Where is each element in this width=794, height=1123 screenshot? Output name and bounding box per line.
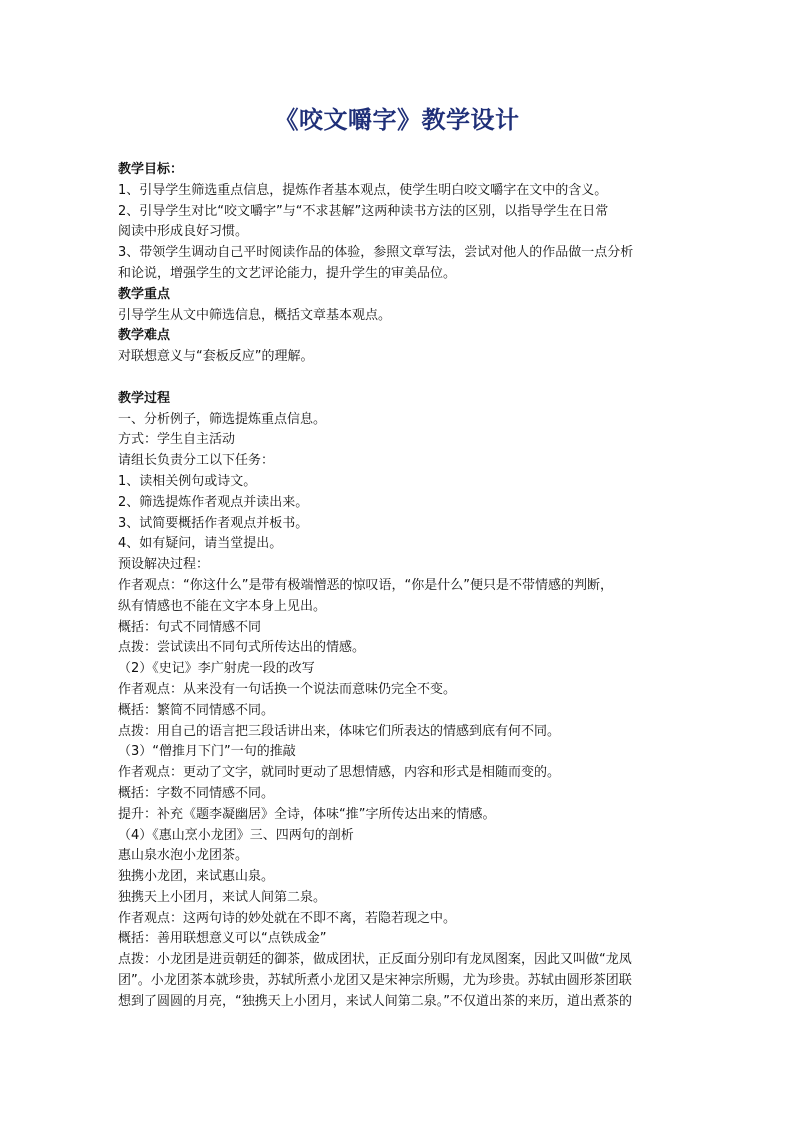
process-line: 4、如有疑问，请当堂提出。 <box>118 536 283 552</box>
process-line: 请组长负责分工以下任务： <box>118 453 275 469</box>
process-line: 预设解决过程： <box>118 557 210 573</box>
process-heading: 教学过程 <box>118 390 171 406</box>
difficulty-heading: 教学难点 <box>118 328 171 344</box>
process-line: 1、读相关例句或诗文。 <box>118 473 257 489</box>
process-line: 概括：句式不同情感不同 <box>118 619 262 635</box>
process-line: 概括：繁简不同情感不同。 <box>118 702 275 718</box>
process-line: 独携天上小团月，来试人间第二泉。 <box>118 889 327 905</box>
goal-line: 和论说，增强学生的文艺评论能力，提升学生的审美品位。 <box>118 265 457 281</box>
process-line: 团”。小龙团茶本就珍贵，苏轼所煮小龙团又是宋神宗所赐，尤为珍贵。苏轼由圆形茶团联 <box>118 973 632 989</box>
process-line: （3）“僧推月下门”一句的推敲 <box>118 744 296 760</box>
process-line: 点拨：尝试读出不同句式所传达出的情感。 <box>118 640 366 656</box>
process-line: 概括：善用联想意义可以“点铁成金” <box>118 931 327 947</box>
process-line: 提升：补充《题李凝幽居》全诗，体味“推”字所传达出来的情感。 <box>118 806 496 822</box>
goal-line: 2、引导学生对比“咬文嚼字”与“不求甚解”这两种读书方法的区别，以指导学生在日常 <box>118 203 609 219</box>
process-line: 一、分析例子，筛选提炼重点信息。 <box>118 411 327 427</box>
document-body <box>118 160 678 1013</box>
blank-line <box>118 368 678 389</box>
process-line: 2、筛选提炼作者观点并读出来。 <box>118 494 309 510</box>
process-line: 作者观点：“你这什么”是带有极端憎恶的惊叹语，“你是什么”便只是不带情感的判断， <box>118 577 613 593</box>
process-line: 想到了圆圆的月亮，“独携天上小团月，来试人间第二泉。”不仅道出茶的来历，道出煮茶的 <box>118 993 632 1009</box>
goal-line: 阅读中形成良好习惯。 <box>118 224 249 240</box>
process-line: （2）《史记》李广射虎一段的改写 <box>118 661 315 677</box>
process-line: 作者观点：从来没有一句话换一个说法而意味仍完全不变。 <box>118 681 457 697</box>
process-line: 点拨：小龙团是进贡朝廷的御茶，做成团状，正反面分别印有龙凤图案，因此又叫做“龙凤 <box>118 952 632 968</box>
process-line: 作者观点：更动了文字，就同时更动了思想情感，内容和形式是相随而变的。 <box>118 765 561 781</box>
goal-line: 3、带领学生调动自己平时阅读作品的体验，参照文章写法，尝试对他人的作品做一点分析 <box>118 245 634 261</box>
process-line: 3、试简要概括作者观点并板书。 <box>118 515 309 531</box>
process-line: （4）《惠山烹小龙团》三、四两句的剖析 <box>118 827 354 843</box>
process-line: 点拨：用自己的语言把三段话讲出来，体味它们所表达的情感到底有何不同。 <box>118 723 561 739</box>
goal-line: 1、引导学生筛选重点信息，提炼作者基本观点，使学生明白咬文嚼字在文中的含义。 <box>118 182 608 198</box>
process-line: 作者观点：这两句诗的妙处就在不即不离，若隐若现之中。 <box>118 910 457 926</box>
process-line: 纵有情感也不能在文字本身上见出。 <box>118 598 327 614</box>
process-line: 方式：学生自主活动 <box>118 432 236 448</box>
goals-heading: 教学目标： <box>118 162 184 177</box>
process-line: 概括：字数不同情感不同。 <box>118 785 275 801</box>
document-title: 《咬文嚼字》教学设计 <box>274 105 520 134</box>
process-line: 独携小龙团，来试惠山泉。 <box>118 869 275 885</box>
key-point-heading: 教学重点 <box>118 286 171 302</box>
process-line: 惠山泉水泡小龙团茶。 <box>118 848 249 864</box>
difficulty-text: 对联想意义与“套板反应”的理解。 <box>118 349 314 365</box>
key-point-text: 引导学生从文中筛选信息，概括文章基本观点。 <box>118 307 392 323</box>
